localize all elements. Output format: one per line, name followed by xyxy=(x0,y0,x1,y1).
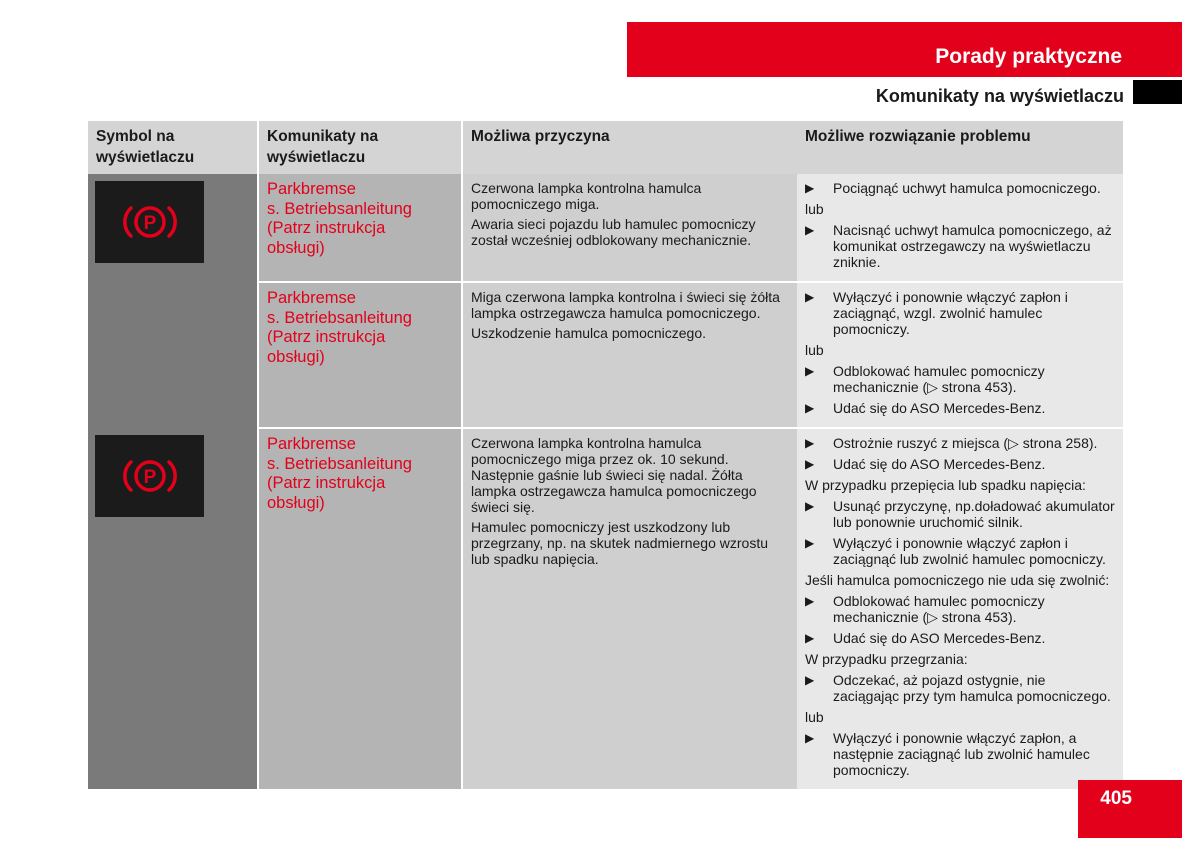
solution-note: W przypadku przegrzania: xyxy=(805,651,968,667)
cause-cell xyxy=(462,428,797,789)
section-title: Porady praktyczne xyxy=(935,45,1122,68)
solution-step xyxy=(805,672,1115,704)
solution-text: Ostrożnie ruszyć z miejsca (▷ strona 258). xyxy=(833,435,1098,451)
message-line: s. Betriebsanleitung xyxy=(267,454,412,473)
solution-text: Udać się do ASO Mercedes-Benz. xyxy=(833,456,1046,472)
page-number-box xyxy=(1078,780,1182,838)
parking-brake-icon xyxy=(119,454,181,498)
bullet-arrow-icon: ▶ xyxy=(805,364,815,378)
message-cell xyxy=(258,428,462,789)
bullet-arrow-icon: ▶ xyxy=(805,436,815,450)
solution-step xyxy=(805,535,1115,567)
header-cause: Możliwa przyczyna xyxy=(462,121,797,174)
solution-text: Udać się do ASO Mercedes-Benz. xyxy=(833,400,1046,416)
solution-note: lub xyxy=(805,709,824,725)
message-line: (Patrz instrukcja xyxy=(267,474,386,492)
bullet-arrow-icon: ▶ xyxy=(805,536,815,550)
bullet-arrow-icon: ▶ xyxy=(805,673,815,687)
message-line: s. Betriebsanleitung xyxy=(267,308,412,327)
solution-text: Usunąć przyczynę, np.doładować akumulator lub ponownie uruchomić silnik. xyxy=(833,498,1115,530)
solution-text: Nacisnąć uchwyt hamulca pomocniczego, aż komunikat ostrzegawczy na wyświetlaczu zniknie. xyxy=(833,222,1112,270)
solution-note: lub xyxy=(805,342,824,358)
solution-step xyxy=(805,400,1115,416)
bullet-arrow-icon: ▶ xyxy=(805,457,815,471)
parking-brake-icon xyxy=(119,200,181,244)
message-line: Parkbremse xyxy=(267,435,356,453)
message-line: s. Betriebsanleitung xyxy=(267,199,412,218)
message-line: obsługi) xyxy=(267,347,325,366)
message-line: Parkbremse xyxy=(267,180,356,198)
cause-text: Czerwona lampka kontrolna hamulca pomocniczego miga przez ok. 10 sekund. Następnie gaśnie lub świeci się nadal. Żółta lampka ostrzegawcza hamulca pomocniczego świeci się. xyxy=(471,435,757,515)
solution-text: Wyłączyć i ponownie włączyć zapłon i zaciągnąć lub zwolnić hamulec pomocniczy. xyxy=(833,535,1106,567)
cause-text: Awaria sieci pojazdu lub hamulec pomocniczy został wcześniej odblokowany mechanicznie. xyxy=(471,216,756,248)
solution-text: Odblokować hamulec pomocniczy mechanicznie (▷ strona 453). xyxy=(833,363,1045,395)
header-solution: Możliwe rozwiązanie problemu xyxy=(797,121,1123,174)
table-header-row xyxy=(88,121,1123,174)
solution-step xyxy=(805,363,1115,395)
symbol-cell xyxy=(88,428,258,789)
solution-text: Pociągnąć uchwyt hamulca pomocniczego. xyxy=(833,180,1101,196)
bullet-arrow-icon: ▶ xyxy=(805,594,815,608)
cause-cell xyxy=(462,282,797,428)
message-line: (Patrz instrukcja xyxy=(267,219,386,237)
section-marker xyxy=(1133,80,1182,104)
bullet-arrow-icon: ▶ xyxy=(805,499,815,513)
messages-table xyxy=(88,121,1123,789)
header-message: Komunikaty na wyświetlaczu xyxy=(258,121,462,174)
solution-note: W przypadku przepięcia lub spadku napięcia: xyxy=(805,477,1086,493)
header-symbol: Symbol na wyświetlaczu xyxy=(88,121,258,174)
message-line: (Patrz instrukcja xyxy=(267,328,386,346)
solution-step xyxy=(805,180,1115,196)
bullet-arrow-icon: ▶ xyxy=(805,731,815,745)
bullet-arrow-icon: ▶ xyxy=(805,631,815,645)
bullet-arrow-icon: ▶ xyxy=(805,401,815,415)
solution-cell xyxy=(797,282,1123,428)
cause-text: Czerwona lampka kontrolna hamulca pomocniczego miga. xyxy=(471,180,702,212)
solution-note: lub xyxy=(805,201,824,217)
cause-cell xyxy=(462,174,797,282)
message-line: obsługi) xyxy=(267,493,325,512)
solution-cell xyxy=(797,428,1123,789)
parking-brake-indicator xyxy=(95,435,204,517)
solution-step xyxy=(805,498,1115,530)
bullet-arrow-icon: ▶ xyxy=(805,290,815,304)
parking-brake-indicator xyxy=(95,181,204,263)
solution-note: Jeśli hamulca pomocniczego nie uda się zwolnić: xyxy=(805,572,1110,588)
subsection-title: Komunikaty na wyświetlaczu xyxy=(875,86,1124,106)
solution-text: Wyłączyć i ponownie włączyć zapłon i zaciągnąć, wzgl. zwolnić hamulec pomocniczy. xyxy=(833,289,1068,337)
solution-step xyxy=(805,222,1115,270)
solution-step xyxy=(805,435,1115,451)
message-line: Parkbremse xyxy=(267,289,356,307)
message-line: obsługi) xyxy=(267,238,325,257)
cause-text: Hamulec pomocniczy jest uszkodzony lub przegrzany, np. na skutek nadmiernego wzrostu lub spadku napięcia. xyxy=(471,519,769,567)
message-cell xyxy=(258,174,462,282)
solution-cell xyxy=(797,174,1123,282)
svg-text:P: P xyxy=(143,467,156,488)
section-header xyxy=(627,22,1182,77)
solution-text: Odczekać, aż pojazd ostygnie, nie zaciągając przy tym hamulca pomocniczego. xyxy=(833,672,1111,704)
solution-step xyxy=(805,730,1115,778)
symbol-cell xyxy=(88,174,258,428)
cause-text: Miga czerwona lampka kontrolna i świeci się żółta lampka ostrzegawcza hamulca pomocniczego. xyxy=(471,289,780,321)
solution-step xyxy=(805,456,1115,472)
cause-text: Uszkodzenie hamulca pomocniczego. xyxy=(471,325,707,341)
message-cell xyxy=(258,282,462,428)
bullet-arrow-icon: ▶ xyxy=(805,223,815,237)
solution-step xyxy=(805,630,1115,646)
solution-text: Wyłączyć i ponownie włączyć zapłon, a następnie zaciągnąć lub zwolnić hamulec pomocniczy. xyxy=(833,730,1090,778)
solution-step xyxy=(805,289,1115,337)
page-number: 405 xyxy=(1100,788,1132,809)
table-row xyxy=(88,428,1123,789)
solution-text: Udać się do ASO Mercedes-Benz. xyxy=(833,630,1046,646)
bullet-arrow-icon: ▶ xyxy=(805,181,815,195)
table-row xyxy=(88,174,1123,282)
svg-text:P: P xyxy=(143,213,156,234)
solution-step xyxy=(805,593,1115,625)
solution-text: Odblokować hamulec pomocniczy mechanicznie (▷ strona 453). xyxy=(833,593,1045,625)
